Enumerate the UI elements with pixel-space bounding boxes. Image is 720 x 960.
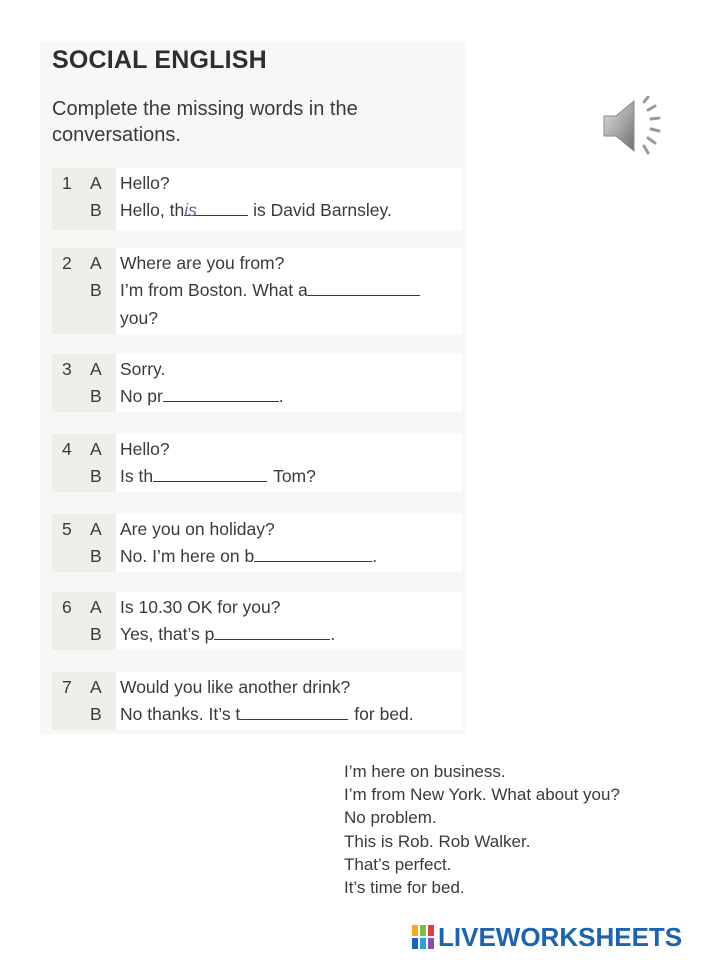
answer-blank-7[interactable] xyxy=(240,701,348,720)
answer-option: That’s perfect. xyxy=(344,854,452,874)
exercise-7 xyxy=(52,672,462,730)
answer-blank-3[interactable] xyxy=(163,383,279,402)
instruction-text: Complete the missing words in the conversations. xyxy=(52,98,358,146)
line-b-continuation: you? xyxy=(120,308,158,328)
exercise-2 xyxy=(52,248,462,334)
speaker-b-label: B xyxy=(90,280,102,300)
line-a-text: Hello? xyxy=(120,439,170,459)
answer-option: No problem. xyxy=(344,808,437,828)
speaker-b-label: B xyxy=(90,704,102,724)
speaker-b-label: B xyxy=(90,546,102,566)
speaker-b-label: B xyxy=(90,624,102,644)
line-b-text: Yes, that’s p xyxy=(120,624,215,644)
logo-text: LIVEWORKSHEETS xyxy=(438,921,683,952)
line-a-text: Is 10.30 OK for you? xyxy=(120,597,281,617)
page-title: SOCIAL ENGLISH xyxy=(52,46,267,74)
speaker-b-label: B xyxy=(90,386,102,406)
speaker-a-label: A xyxy=(90,359,102,379)
answer-option: I’m here on business. xyxy=(344,762,506,781)
answer-blank-4[interactable] xyxy=(153,463,267,482)
answer-blank-5[interactable] xyxy=(254,543,372,562)
line-b-text: I’m from Boston. What a xyxy=(120,280,308,300)
answer-options-list xyxy=(344,760,620,899)
exercise-4 xyxy=(52,434,462,492)
speaker-a-label: A xyxy=(90,519,102,539)
line-b-text: No. I’m here on b xyxy=(120,546,255,566)
exercise-number: 4 xyxy=(62,439,72,459)
liveworksheets-logo-icon xyxy=(412,925,434,949)
exercise-number: 1 xyxy=(62,173,72,193)
line-a-text: Are you on holiday? xyxy=(120,519,275,539)
exercise-number: 3 xyxy=(62,359,72,379)
exercise-1 xyxy=(52,168,462,230)
speaker-a-label: A xyxy=(90,173,102,193)
answer-blank-2[interactable] xyxy=(308,277,420,296)
line-b-text-after: . xyxy=(278,386,284,406)
line-a-text: Sorry. xyxy=(120,359,166,379)
speaker-a-label: A xyxy=(90,253,102,273)
answer-option: I’m from New York. What about you? xyxy=(344,785,620,805)
line-b-text-after: for bed. xyxy=(354,704,414,724)
answer-filled-text: is xyxy=(184,200,197,220)
answer-blank-1[interactable] xyxy=(184,197,248,220)
exercise-number: 6 xyxy=(62,597,72,617)
line-b-text: Hello, th xyxy=(120,200,185,220)
speaker-a-label: A xyxy=(90,677,102,697)
exercise-number: 2 xyxy=(62,253,72,273)
line-b-text: Is th xyxy=(120,466,154,486)
exercise-6 xyxy=(52,592,462,650)
answer-blank-6[interactable] xyxy=(214,621,330,640)
line-a-text: Would you like another drink? xyxy=(120,677,351,697)
line-b-text-after: Tom? xyxy=(273,466,316,486)
line-b-text: No thanks. It’s t xyxy=(120,704,241,724)
speaker-b-label: B xyxy=(90,200,102,220)
exercise-number: 7 xyxy=(62,677,72,697)
speaker-icon[interactable] xyxy=(600,96,666,156)
exercise-5 xyxy=(52,514,462,572)
exercise-3 xyxy=(52,354,462,412)
speaker-a-label: A xyxy=(90,597,102,617)
line-a-text: Hello? xyxy=(120,173,170,193)
line-b-text-after: is David Barnsley. xyxy=(248,200,392,220)
line-b-text: No pr xyxy=(120,386,163,406)
exercise-number: 5 xyxy=(62,519,72,539)
answer-option: It’s time for bed. xyxy=(344,878,465,898)
line-b-text-after: . xyxy=(330,624,336,644)
answer-option: This is Rob. Rob Walker. xyxy=(344,831,531,851)
line-b-text-after: . xyxy=(372,546,378,566)
line-a-text: Where are you from? xyxy=(120,253,285,273)
speaker-a-label: A xyxy=(90,439,102,459)
speaker-b-label: B xyxy=(90,466,102,486)
liveworksheets-logo xyxy=(412,922,682,952)
